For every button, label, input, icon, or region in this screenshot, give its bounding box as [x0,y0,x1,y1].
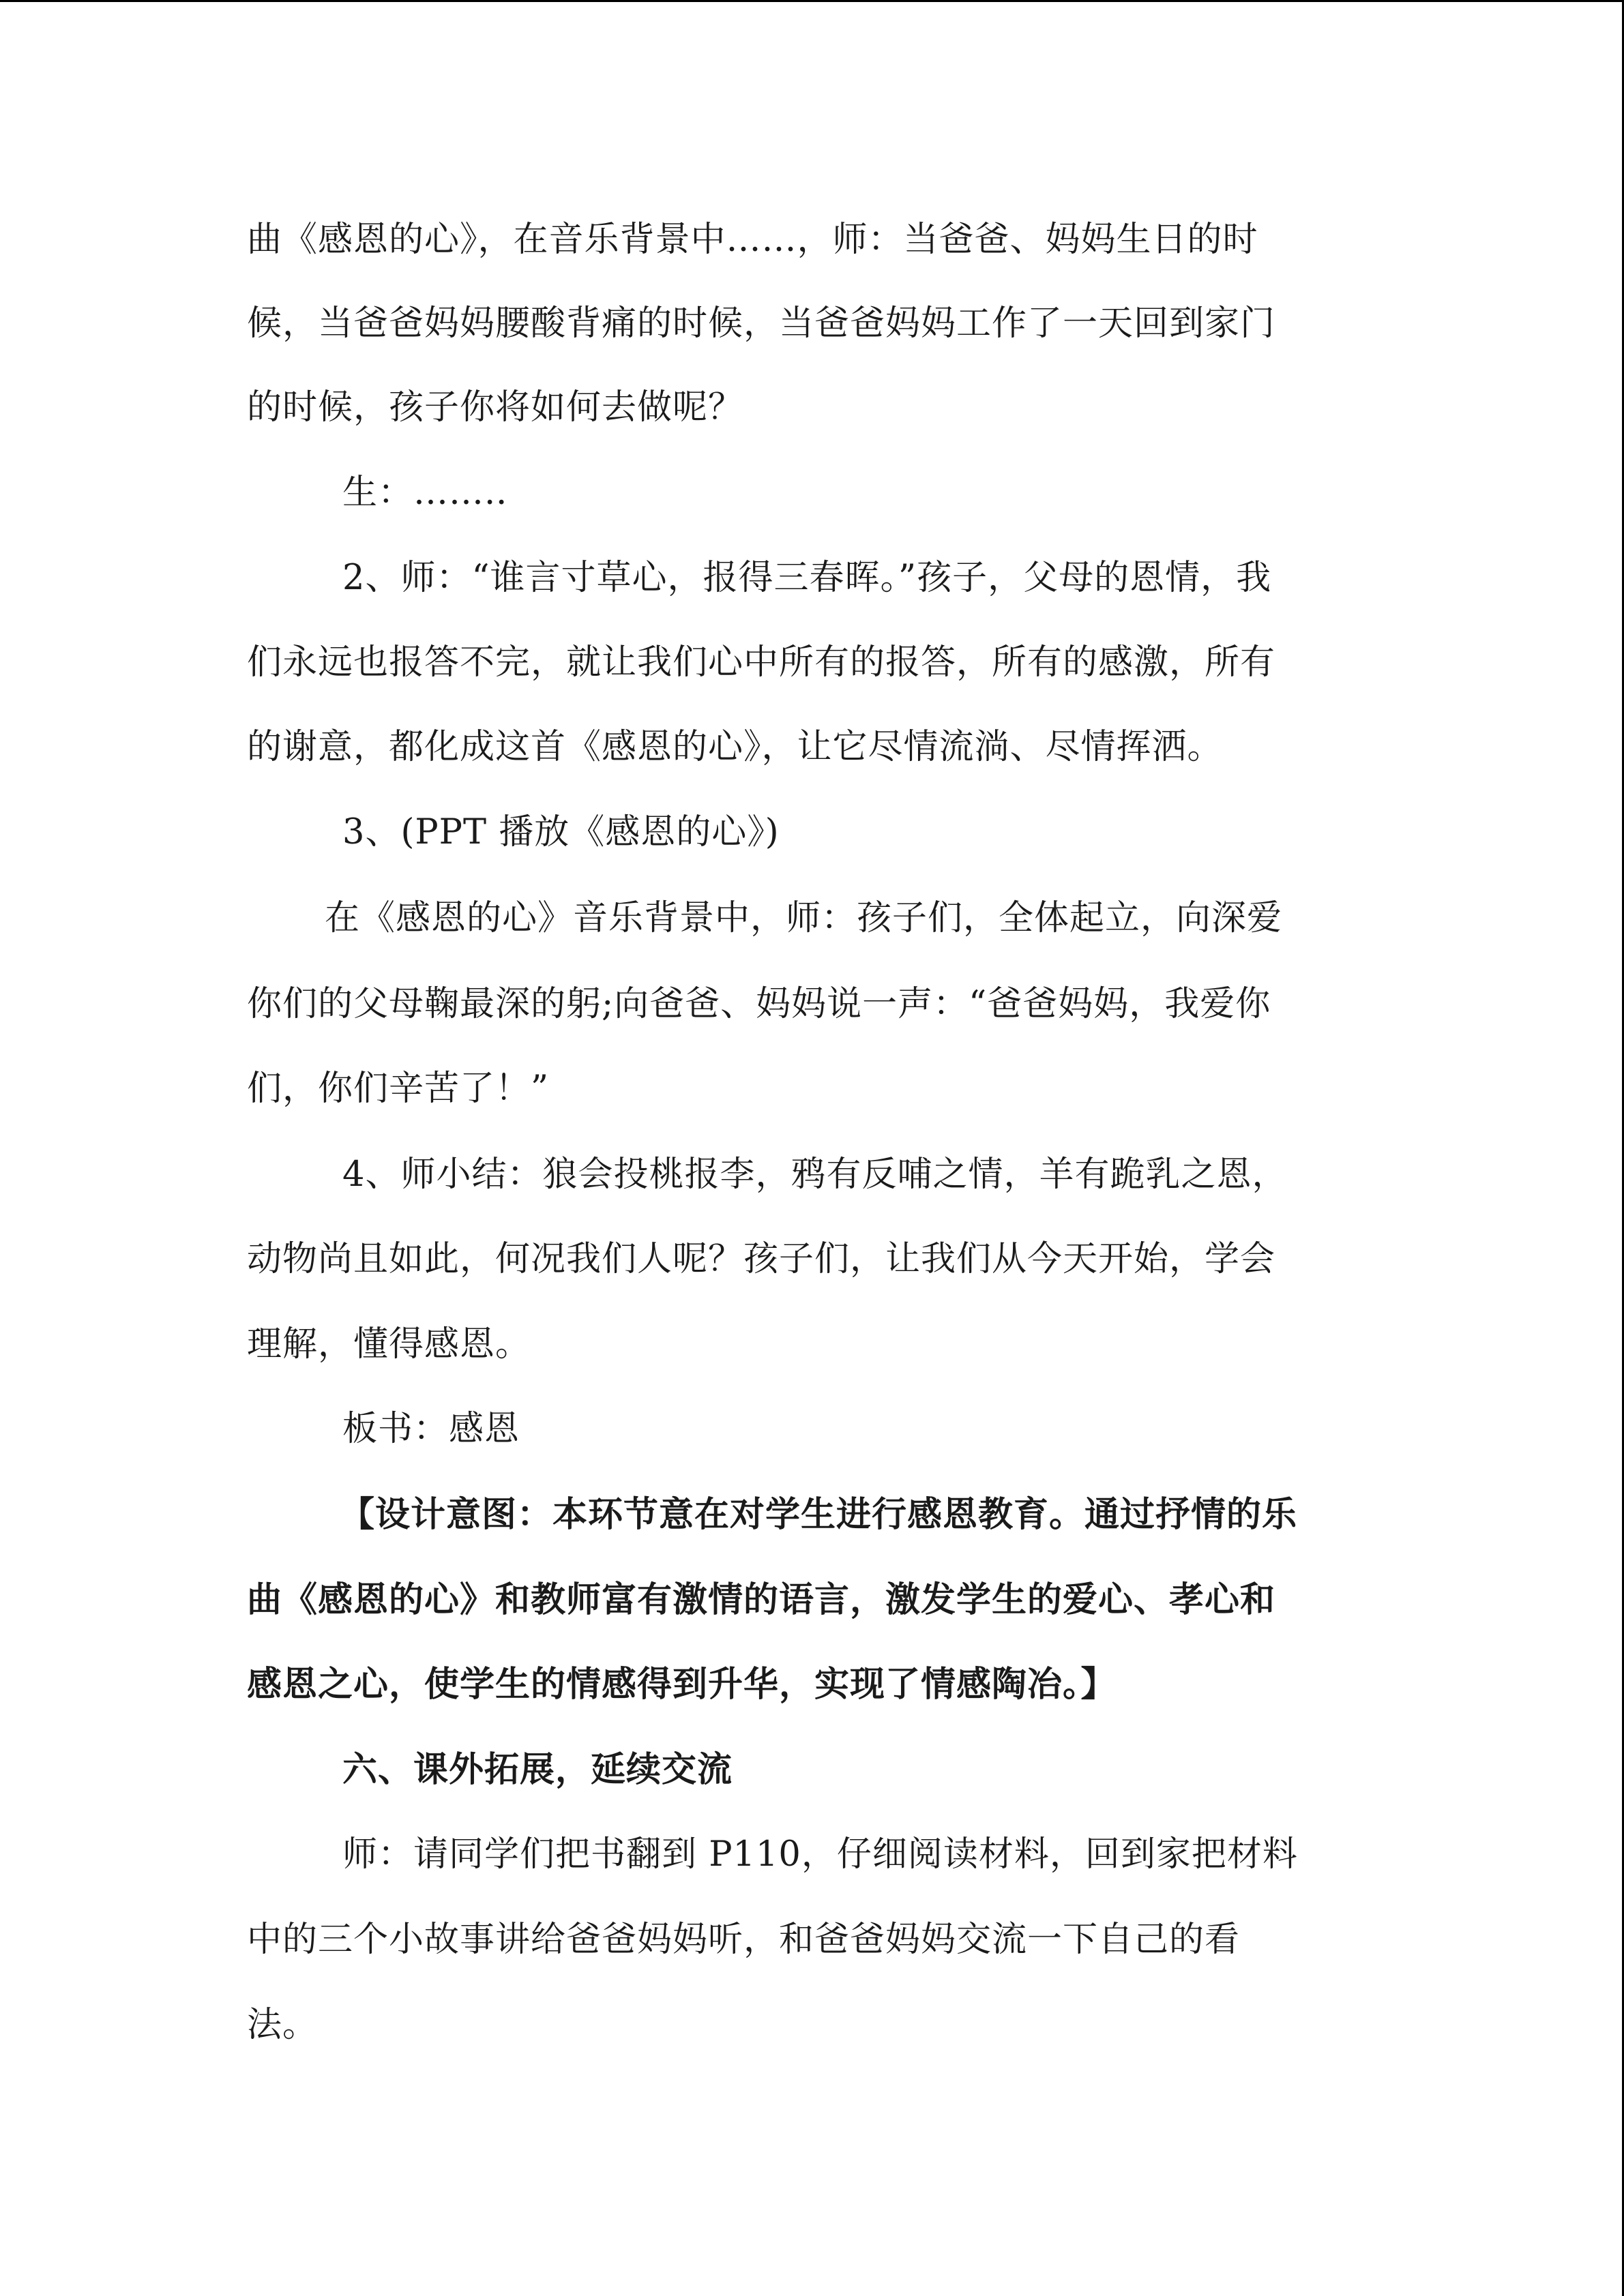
text-line: 的谢意，都化成这首《感恩的心》，让它尽情流淌、尽情挥洒。 [247,727,1223,767]
text-line: 理解，懂得感恩。 [247,1324,531,1365]
text-line: 动物尚且如此，何况我们人呢？孩子们，让我们从今天开始，学会 [247,1239,1276,1279]
section-heading: 六、课外拓展，延续交流 [342,1749,733,1790]
design-intent-line: 曲《感恩的心》和教师富有激情的语言，激发学生的爱心、孝心和 [247,1579,1276,1620]
text-line: 板书：感恩 [342,1409,520,1449]
text-line: 生：…….． [342,473,532,513]
text-line: 候，当爸爸妈妈腰酸背痛的时候，当爸爸妈妈工作了一天回到家门 [247,303,1276,344]
design-intent-line: 【设计意图：本环节意在对学生进行感恩教育。通过抒情的乐 [340,1494,1298,1535]
text-line: 中的三个小故事讲给爸爸妈妈听，和爸爸妈妈交流一下自己的看 [247,1920,1241,1960]
text-line: 师：请同学们把书翻到 P110，仔细阅读材料，回到家把材料 [342,1834,1298,1875]
text-line: 们永远也报答不完，就让我们心中所有的报答，所有的感激，所有 [247,642,1276,683]
text-line: 法。 [247,2005,319,2045]
text-line: 4、师小结：狼会投桃报李，鸦有反哺之情，羊有跪乳之恩， [342,1154,1288,1195]
text-line: 你们的父母鞠最深的躬;向爸爸、妈妈说一声：“爸爸妈妈，我爱你 [247,984,1271,1024]
page-border-top [0,0,1624,2]
text-line: 们，你们辛苦了！” [247,1069,550,1109]
text-line: 2、师：“谁言寸草心，报得三春晖。”孩子，父母的恩情，我 [342,558,1272,598]
text-line: 曲《感恩的心》，在音乐背景中……，师：当爸爸、妈妈生日的时 [247,220,1258,260]
design-intent-line: 感恩之心，使学生的情感得到升华，实现了情感陶冶。】 [247,1664,1117,1705]
text-line: 在《感恩的心》音乐背景中，师：孩子们，全体起立，向深爱 [325,898,1283,938]
text-line: 的时候，孩子你将如何去做呢？ [247,387,744,428]
text-line: 3、(PPT 播放《感恩的心》) [342,812,780,852]
